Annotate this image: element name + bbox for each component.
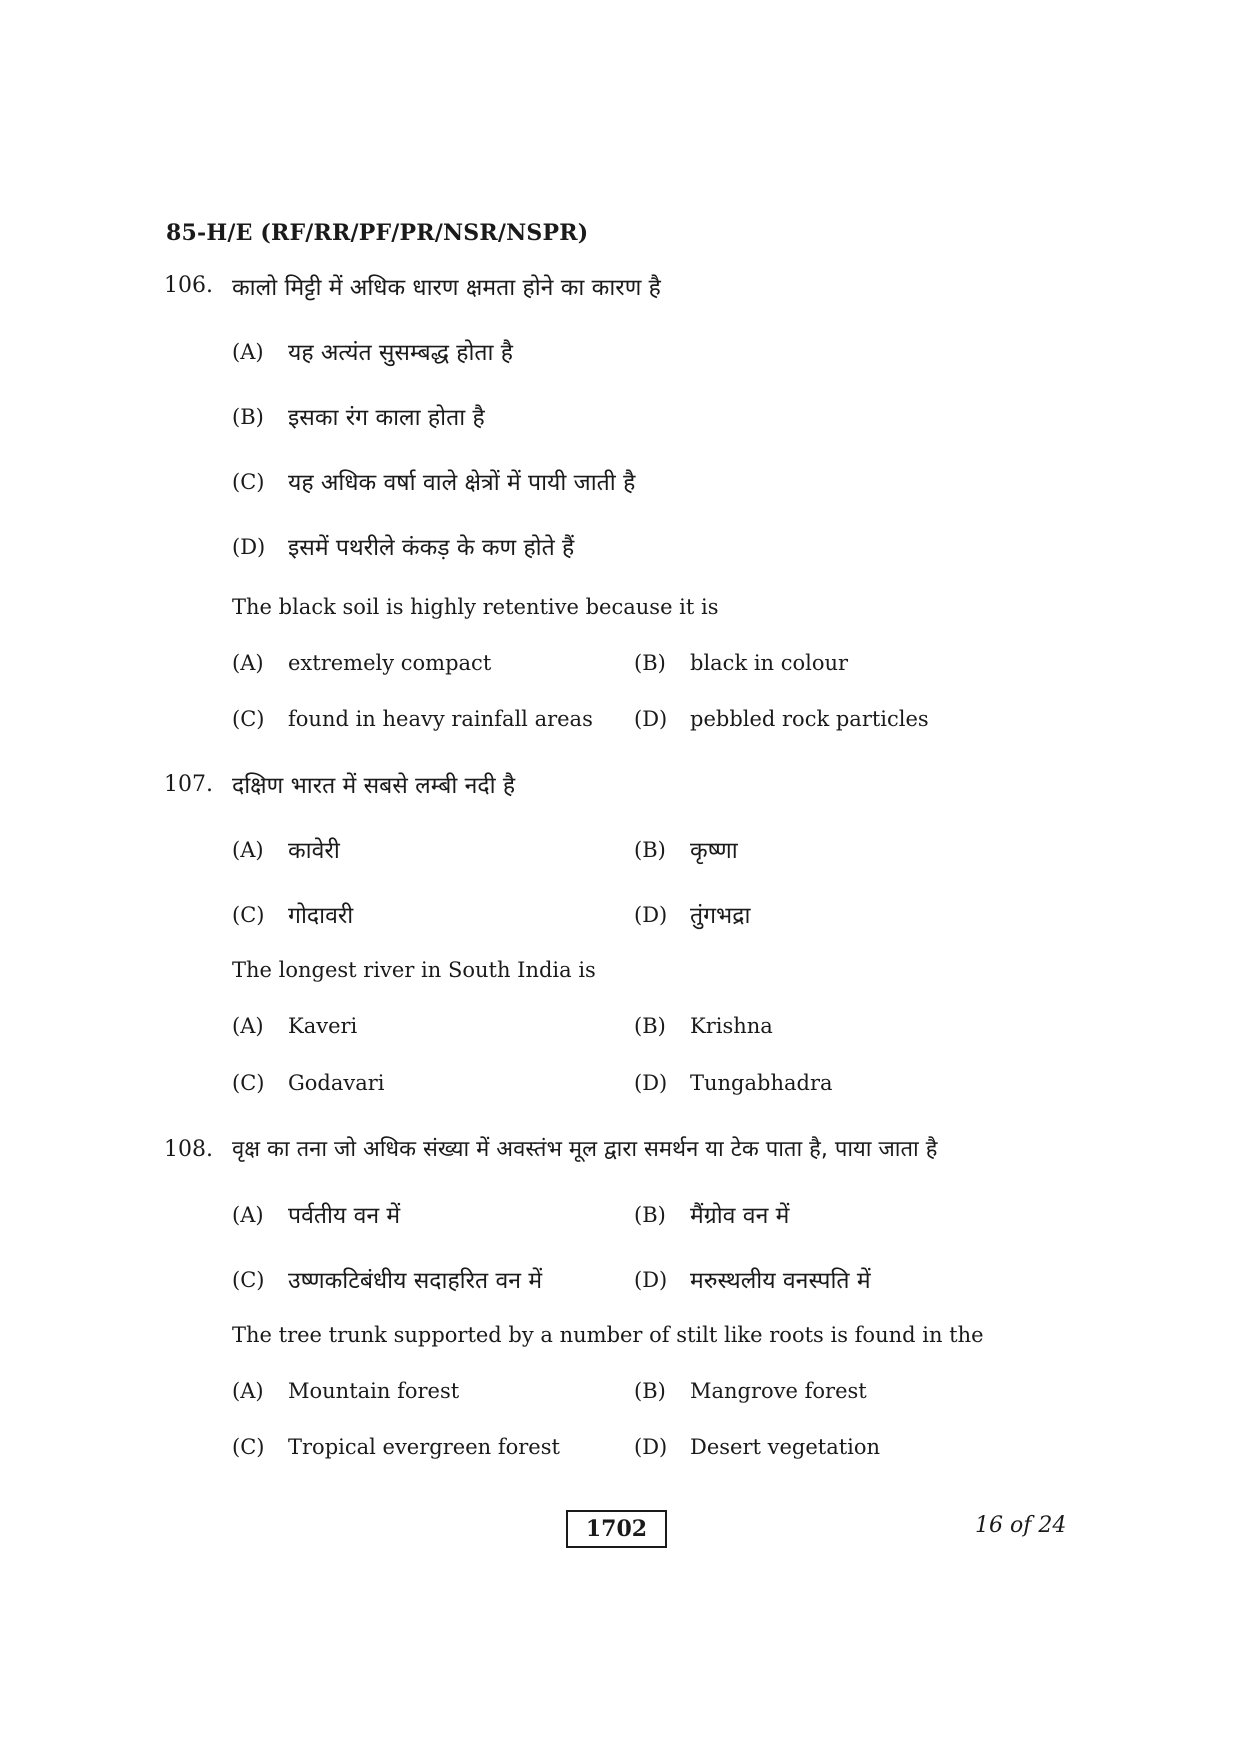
option-text-hindi: कावेरी [288,838,340,864]
option-text-english: Mountain forest [288,1379,460,1403]
option-text-hindi: यह अधिक वर्षा वाले क्षेत्रों में पायी जाती है [288,470,636,496]
question-number: 106. [164,273,213,298]
option-letter: (B) [634,1203,666,1227]
option-text-hindi: मैंग्रोव वन में [690,1203,790,1229]
option-letter: (D) [634,903,668,927]
question-text-hindi: कालो मिट्टी में अधिक धारण क्षमता होने का कारण है [232,275,661,301]
option-text-english: Desert vegetation [690,1435,881,1459]
option-text-english: Kaveri [288,1014,358,1038]
booklet-code-box: 1702 [566,1510,667,1548]
option-letter: (A) [232,651,264,675]
question-text-hindi: दक्षिण भारत में सबसे लम्बी नदी है [232,773,516,799]
option-text-hindi: यह अत्यंत सुसम्बद्ध होता है [288,340,514,366]
option-letter: (B) [634,1379,666,1403]
option-letter: (D) [634,1435,668,1459]
option-letter: (A) [232,1014,264,1038]
option-letter: (D) [634,1071,668,1095]
option-letter: (C) [232,1268,265,1292]
option-letter: (B) [232,405,264,429]
option-text-hindi: उष्णकटिबंधीय सदाहरित वन में [288,1268,543,1294]
option-letter: (C) [232,903,265,927]
option-text-english: Mangrove forest [690,1379,867,1403]
option-text-hindi: कृष्णा [690,838,738,864]
option-letter: (B) [634,1014,666,1038]
option-letter: (D) [232,535,266,559]
option-letter: (A) [232,1203,264,1227]
option-text-english: Krishna [690,1014,773,1038]
option-letter: (A) [232,340,264,364]
option-text-english: Tropical evergreen forest [288,1435,560,1459]
option-text-hindi: इसमें पथरीले कंकड़ के कण होते हैं [288,535,575,561]
question-text-hindi: वृक्ष का तना जो अधिक संख्या में अवस्तंभ मूल द्वारा समर्थन या टेक पाता है, पाया जाता है [232,1137,938,1162]
option-text-hindi: पर्वतीय वन में [288,1203,401,1229]
question-text-english: The longest river in South India is [232,958,596,982]
option-text-english: found in heavy rainfall areas [288,707,593,731]
option-text-hindi: मरुस्थलीय वनस्पति में [690,1268,871,1294]
option-text-english: Tungabhadra [690,1071,833,1095]
option-letter: (C) [232,707,265,731]
option-text-english: pebbled rock particles [690,707,929,731]
option-letter: (D) [634,707,668,731]
page-number: 16 of 24 [975,1513,1067,1538]
option-letter: (C) [232,1071,265,1095]
question-text-english: The black soil is highly retentive because it is [232,595,719,619]
option-letter: (B) [634,651,666,675]
option-letter: (C) [232,470,265,494]
option-letter: (A) [232,838,264,862]
option-text-english: black in colour [690,651,849,675]
option-letter: (D) [634,1268,668,1292]
question-number: 108. [164,1137,213,1162]
option-text-hindi: तुंगभद्रा [690,903,751,929]
option-letter: (C) [232,1435,265,1459]
option-text-english: Godavari [288,1071,385,1095]
option-letter: (B) [634,838,666,862]
paper-code-header: 85-H/E (RF/RR/PF/PR/NSR/NSPR) [166,220,589,246]
option-letter: (A) [232,1379,264,1403]
question-text-english: The tree trunk supported by a number of stilt like roots is found in the [232,1323,984,1347]
question-number: 107. [164,772,213,797]
option-text-english: extremely compact [288,651,492,675]
option-text-hindi: गोदावरी [288,903,354,929]
option-text-hindi: इसका रंग काला होता है [288,405,485,431]
